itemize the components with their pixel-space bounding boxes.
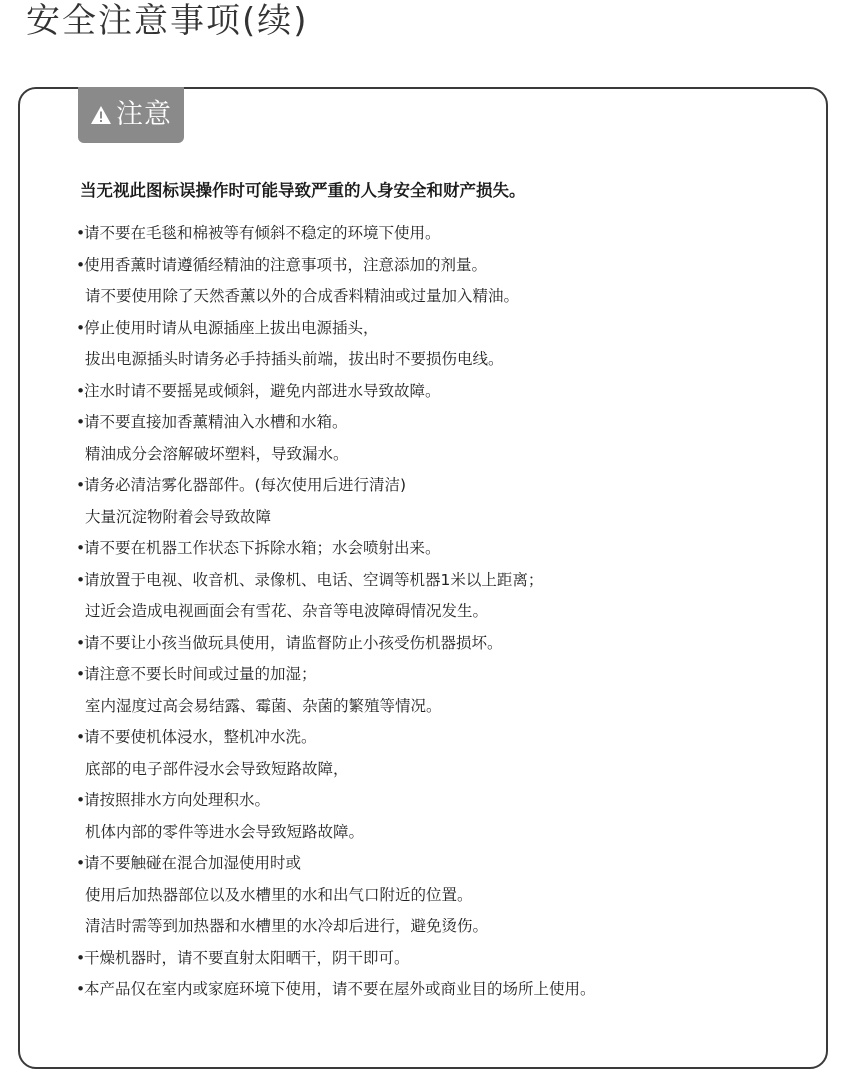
list-item-text: 请按照排水方向处理积水。 <box>84 791 271 809</box>
warning-headline: 当无视此图标误操作时可能导致严重的人身安全和财产损失。 <box>80 181 526 200</box>
bullet-icon: • <box>76 980 86 998</box>
caution-list <box>76 218 596 1006</box>
list-item <box>76 974 596 1006</box>
list-item-text: 请不要直接加香薰精油入水槽和水箱。 <box>84 413 348 431</box>
list-item-text: 停止使用时请从电源插座上拔出电源插头， <box>84 318 379 337</box>
list-item-continuation <box>76 439 596 471</box>
bullet-icon: • <box>76 224 86 242</box>
list-item-text: 请不要使用除了天然香薰以外的合成香料精油或过量加入精油。 <box>85 287 520 305</box>
list-item-text: 使用后加热器部位以及水槽里的水和出气口附近的位置。 <box>85 885 473 904</box>
list-item-text: 请不要让小孩当做玩具使用，请监督防止小孩受伤机器损坏。 <box>84 633 503 652</box>
bullet-icon: • <box>76 413 86 431</box>
list-item-text: 注水时请不要摇晃或倾斜，避免内部进水导致故障。 <box>84 381 441 400</box>
list-item-continuation <box>76 281 596 313</box>
bullet-icon: • <box>76 318 86 337</box>
list-item-text: 清洁时需等到加热器和水槽里的水冷却后进行，避免烫伤。 <box>85 917 489 935</box>
list-item-text: 本产品仅在室内或家庭环境下使用，请不要在屋外或商业目的场所上使用。 <box>84 980 596 998</box>
list-item <box>76 533 596 565</box>
list-item-continuation <box>76 502 596 534</box>
list-item-text: 拔出电源插头时请务必手持插头前端，拔出时不要损伤电线。 <box>85 350 504 368</box>
list-item-text: 精油成分会溶解破坏塑料，导致漏水。 <box>85 444 349 463</box>
list-item <box>76 565 596 597</box>
bullet-icon: • <box>76 570 86 589</box>
list-item-text: 请不要在机器工作状态下拆除水箱；水会喷射出来。 <box>84 539 441 557</box>
list-item <box>76 628 596 660</box>
bullet-icon: • <box>76 539 86 557</box>
bullet-icon: • <box>76 381 86 400</box>
list-item <box>76 376 596 408</box>
list-item-continuation <box>76 596 596 628</box>
list-item-continuation <box>76 691 596 723</box>
bullet-icon: • <box>76 255 86 274</box>
list-item <box>76 785 596 817</box>
list-item-text: 机体内部的零件等进水会导致短路故障。 <box>85 822 365 841</box>
bullet-icon: • <box>76 948 86 967</box>
caution-badge <box>78 87 184 143</box>
list-item-continuation <box>76 880 596 912</box>
list-item-text: 请不要使机体浸水，整机冲水洗。 <box>84 728 317 746</box>
warning-triangle-icon <box>90 105 112 125</box>
list-item-text: 请不要触碰在混合加湿使用时或 <box>84 854 302 872</box>
list-item-text: 使用香薰时请遵循经精油的注意事项书，注意添加的剂量。 <box>84 255 488 274</box>
list-item <box>76 407 596 439</box>
list-item <box>76 848 596 880</box>
list-item-continuation <box>76 754 596 786</box>
page-title: 安全注意事项(续) <box>26 1 309 41</box>
list-item-continuation <box>76 911 596 943</box>
list-item <box>76 313 596 345</box>
list-item <box>76 250 596 282</box>
list-item-text: 请注意不要长时间或过量的加湿； <box>84 665 317 683</box>
list-item-text: 底部的电子部件浸水会导致短路故障， <box>85 759 349 778</box>
list-item <box>76 943 596 975</box>
list-item-text: 请放置于电视、收音机、录像机、电话、空调等机器1米以上距离； <box>84 570 544 589</box>
bullet-icon: • <box>76 728 86 746</box>
list-item-continuation <box>76 817 596 849</box>
bullet-icon: • <box>76 791 86 809</box>
bullet-icon: • <box>76 476 86 494</box>
bullet-icon: • <box>76 633 86 652</box>
list-item-text: 室内湿度过高会易结露、霉菌、杂菌的繁殖等情况。 <box>85 696 442 715</box>
list-item-text: 请不要在毛毯和棉被等有倾斜不稳定的环境下使用。 <box>84 224 441 242</box>
caution-label: 注意 <box>116 99 172 130</box>
list-item <box>76 722 596 754</box>
list-item-text: 过近会造成电视画面会有雪花、杂音等电波障碍情况发生。 <box>85 602 489 620</box>
list-item <box>76 659 596 691</box>
list-item-text: 大量沉淀物附着会导致故障 <box>85 507 272 526</box>
list-item <box>76 218 596 250</box>
list-item-continuation <box>76 344 596 376</box>
bullet-icon: • <box>76 854 86 872</box>
list-item-text: 请务必清洁雾化器部件。(每次使用后进行清洁) <box>84 476 407 494</box>
list-item-text: 干燥机器时，请不要直射太阳晒干，阴干即可。 <box>84 948 410 967</box>
list-item <box>76 470 596 502</box>
bullet-icon: • <box>76 665 86 683</box>
